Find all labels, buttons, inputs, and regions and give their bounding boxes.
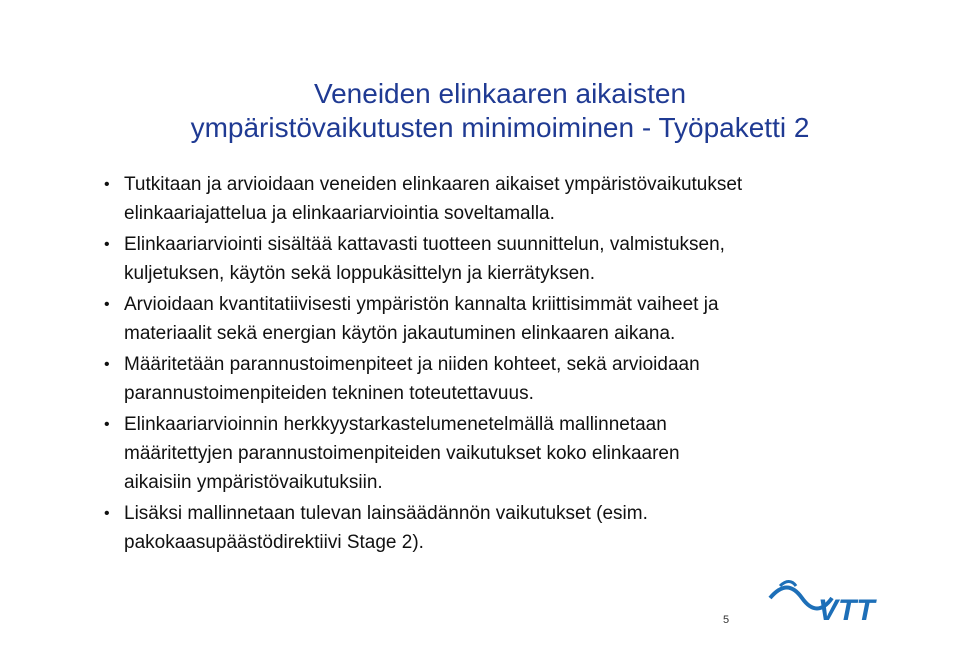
bullet-line: materiaalit sekä energian käytön jakautuminen elinkaaren aikana. (124, 323, 676, 344)
bullet-dot-icon: • (104, 356, 110, 373)
slide-title (150, 77, 850, 145)
bullet-line: Elinkaariarviointi sisältää kattavasti tuotteen suunnittelun, valmistuksen, (124, 234, 725, 255)
bullet-line: määritettyjen parannustoimenpiteiden vaikutukset koko elinkaaren (124, 443, 680, 464)
bullet-item (100, 170, 840, 228)
slide-title-line-2: ympäristövaikutusten minimoiminen - Työpaketti 2 (190, 111, 810, 143)
bullet-line: pakokaasupäästödirektiivi Stage 2). (124, 532, 424, 553)
bullet-line: elinkaariajattelua ja elinkaariarviointia soveltamalla. (124, 203, 555, 224)
bullet-line: Arvioidaan kvantitatiivisesti ympäristön kannalta kriittisimmät vaiheet ja (124, 294, 719, 315)
bullet-line: Määritetään parannustoimenpiteet ja niiden kohteet, sekä arvioidaan (124, 354, 700, 375)
vtt-logo (762, 576, 917, 624)
bullet-dot-icon: • (104, 296, 110, 313)
bullet-item (100, 499, 840, 557)
bullet-item (100, 290, 840, 348)
bullet-item (100, 410, 840, 497)
bullet-dot-icon: • (104, 236, 110, 253)
bullet-line: Elinkaariarvioinnin herkkyystarkastelumenetelmällä mallinnetaan (124, 414, 667, 435)
vtt-logo-wave-2 (780, 582, 796, 587)
bullet-list (100, 170, 840, 559)
bullet-dot-icon: • (104, 505, 110, 522)
bullet-item (100, 350, 840, 408)
bullet-line: kuljetuksen, käytön sekä loppukäsittelyn ja kierrätyksen. (124, 263, 596, 284)
bullet-item (100, 230, 840, 288)
page-number: 5 (723, 614, 730, 626)
bullet-line: aikaisiin ympäristövaikutuksiin. (124, 472, 383, 493)
bullet-line: Tutkitaan ja arvioidaan veneiden elinkaaren aikaiset ympäristövaikutukset (124, 174, 743, 195)
bullet-dot-icon: • (104, 416, 110, 433)
bullet-line: parannustoimenpiteiden tekninen toteutettavuus. (124, 383, 534, 404)
vtt-logo-text: VTT (818, 594, 875, 624)
bullet-dot-icon: • (104, 176, 110, 193)
bullet-line: Lisäksi mallinnetaan tulevan lainsäädännön vaikutukset (esim. (124, 503, 648, 524)
slide-title-line-1: Veneiden elinkaaren aikaisten (313, 77, 687, 109)
